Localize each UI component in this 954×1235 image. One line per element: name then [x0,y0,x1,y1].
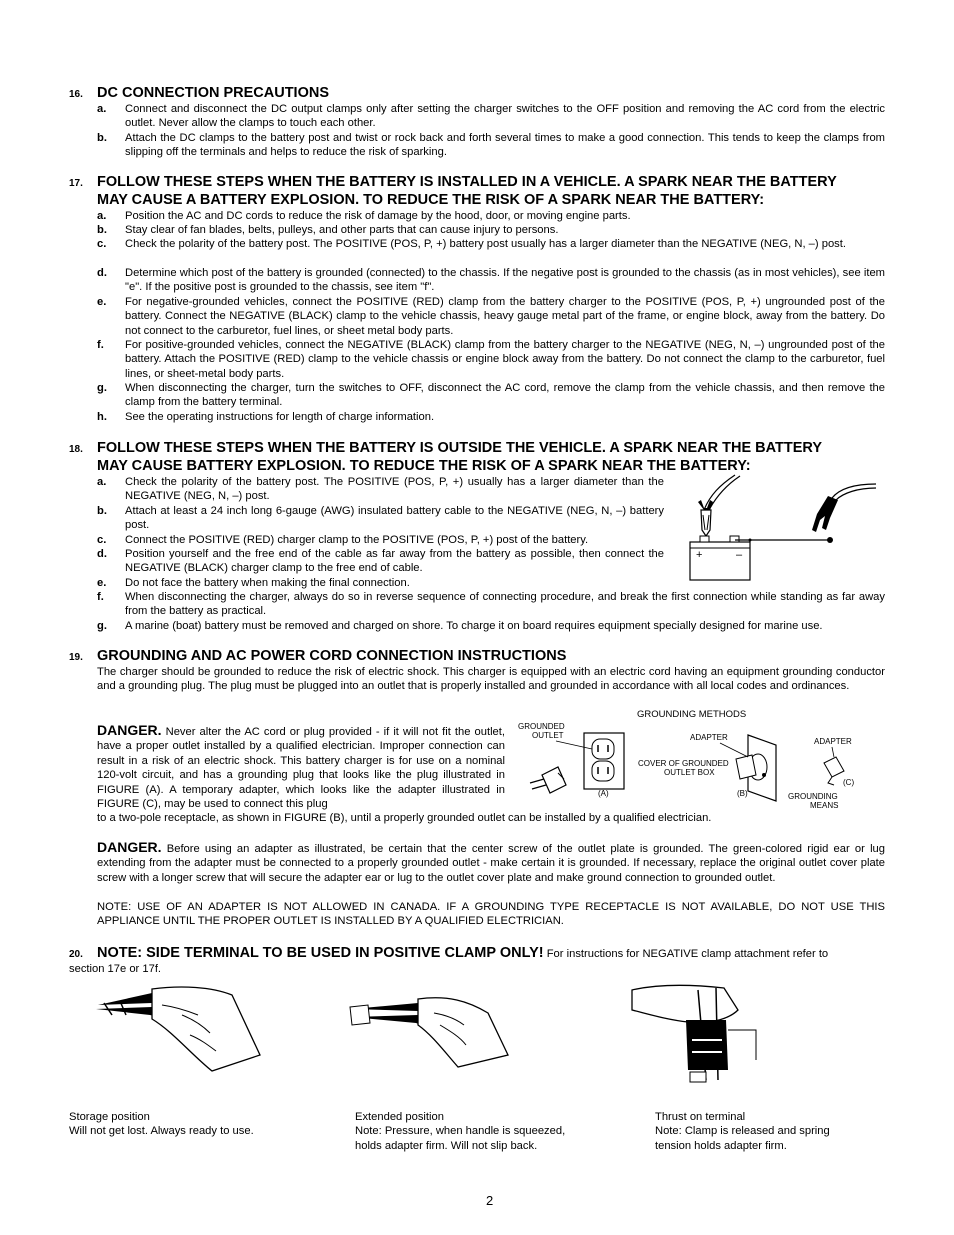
list-item [97,102,885,132]
means-label: MEANS [810,801,839,810]
list-item [97,237,885,267]
item-text: Check the polarity of the battery post. The POSITIVE (POS, P, +) usually has a larger diameter than the NEGATIVE (NEG, N, –) post. [125,476,664,503]
section-number: 19. [69,652,83,663]
caption-line: Note: Pressure, when handle is squeezed, [355,1125,566,1138]
item-text: Check the polarity of the battery post. The POSITIVE (POS, P, +) battery post usually has a larger diameter than the NEGATIVE (NEG, N, –) post. [125,238,846,250]
section-number: 18. [69,444,83,455]
item-text: When disconnecting the charger, turn the switches to OFF, disconnect the AC cord, remove the clamp from the vehicle chassis, and then remove the clamp from the battery terminal. [125,382,885,409]
item-text: See the operating instructions for length of charge information. [125,411,435,423]
thrust-on-terminal-illustration [628,980,760,1085]
item-text: Connect and disconnect the DC output clamps only after setting the charger switches to the OFF position and removing the AC cord from the electric outlet. Never allow the clamps to touch each other. [125,103,885,130]
item-letter: c. [97,238,107,250]
list-item [97,295,885,339]
grounding-plug-icon [530,767,566,793]
grounding-methods-figure [512,705,872,815]
list-item [97,475,664,505]
list-item [97,547,664,577]
danger-label: DANGER. [97,839,162,855]
outlet-box-label: OUTLET BOX [664,768,715,777]
item-letter: f. [97,591,104,603]
cover-label: COVER OF GROUNDED [638,759,729,768]
list-item [97,381,885,411]
storage-position-illustration [92,985,272,1075]
danger-text: Before using an adapter as illustrated, be certain that the center screw of the outlet plate is grounded. The green-colored rigid ear or lug extending from the adapter must be connected to a properly grounded outlet - make certain it is grounded. If necessary, replace the original outlet cover plate screw with a longer screw that will secure the adapter ear or lug to the outlet cover plate and make ground connection to grounded outlet. [97,843,885,884]
item-letter: b. [97,505,107,517]
list-item [97,131,885,161]
item-letter: e. [97,577,107,589]
list-item [97,209,885,224]
section-20 [69,944,885,980]
grounded-outlet-icon [584,733,624,789]
item-letter: b. [97,132,107,144]
item-text: Determine which post of the battery is grounded (connected) to the chassis. If the negative post is grounded to the chassis (as in most vehicles), see item "e". If the positive post is grounded to the chassis, see item "f". [125,267,885,294]
caption-line: tension holds adapter firm. [655,1139,787,1152]
item-letter: a. [97,476,107,488]
item-letter: a. [97,210,107,222]
list-item [97,533,664,548]
adapter-icon [824,757,844,785]
section-number: 16. [69,89,83,100]
page-number: 2 [486,1193,494,1208]
item-text: Attach the DC clamps to the battery post and twist or rock back and forth several times to make a good connection. This tends to keep the clamps from slipping off the terminals and helps to reduce the risk of sparking. [125,132,885,159]
list-item [97,504,664,534]
caption-extended [355,1110,615,1153]
section-tail-2: section 17e or 17f. [69,963,162,975]
item-text: Do not face the battery when making the final connection. [125,577,410,589]
danger-label: DANGER. [97,722,162,738]
item-text: Position the AC and DC cords to reduce the risk of damage by the hood, door, or moving engine parts. [125,210,631,222]
caption-storage [69,1110,329,1139]
danger-text: Never alter the AC cord or plug provided - if it will not fit the outlet, have a proper outlet installed by a qualified electrician. Improper connection can result in a risk of an electric shock. This battery charger is for use on a nominal 120-volt circuit, and has a grounding plug that looks like the plug illustrated in FIGURE (A). A temporary adapter, which looks like the adapter illustrated in FIGURE (C), may be used to connect this plug [97,726,505,811]
outlet-label: OUTLET [532,731,564,740]
item-letter: g. [97,620,107,632]
figure-a-label: (A) [598,789,609,798]
grounding-label: GROUNDING [788,792,838,801]
list-item [97,266,885,296]
caption-line: Thrust on terminal [655,1111,746,1123]
item-letter: d. [97,267,107,279]
section-number: 17. [69,178,83,189]
list-item [97,410,885,425]
section-title-line2: MAY CAUSE BATTERY EXPLOSION. TO REDUCE THE RISK OF A SPARK NEAR THE BATTERY: [97,458,751,474]
figure-title: GROUNDING METHODS [637,709,747,720]
list-item [97,576,664,591]
item-letter: g. [97,382,107,394]
caption-line: Storage position [69,1111,150,1123]
adapter-label: ADAPTER [690,733,728,742]
item-letter: b. [97,224,107,236]
item-letter: h. [97,411,107,423]
list-item [97,590,885,620]
list-item [97,223,885,238]
negative-clamp-icon [812,496,838,532]
danger-paragraph-1 [97,723,505,811]
canada-note: NOTE: USE OF AN ADAPTER IS NOT ALLOWED IN CANADA. IF A GROUNDING TYPE RECEPTACLE IS NOT AVAILABLE, DO NOT USE THIS APPLIANCE UNTIL THE PROPER OUTLET IS INSTALLED BY A QUALIFIED ELECTRICIAN. [97,901,885,928]
item-text: Stay clear of fan blades, belts, pulleys, and other parts that can cause injury to persons. [125,224,559,236]
item-letter: f. [97,339,104,351]
caption-line: holds adapter firm. Will not slip back. [355,1139,538,1152]
list-item [97,338,885,382]
extended-position-illustration [348,995,518,1070]
item-letter: e. [97,296,107,308]
battery-outside-vehicle-figure [680,470,880,585]
item-letter: a. [97,103,107,115]
danger-paragraph-2 [97,840,885,885]
figure-c-label: (C) [843,778,855,787]
item-letter: d. [97,548,107,560]
caption-line: Note: Clamp is released and spring [655,1125,830,1138]
section-title: DC CONNECTION PRECAUTIONS [97,85,330,101]
item-text: A marine (boat) battery must be removed and charged on shore. To charge it on board requires equipment specially designed for marine use. [125,620,823,632]
item-text: Attach at least a 24 inch long 6-gauge (AWG) insulated battery cable to the NEGATIVE (NEG, N, –) battery post. [125,505,664,532]
battery-icon [690,536,750,580]
section-16 [69,84,885,164]
item-text: When disconnecting the charger, always do so in reverse sequence of connecting procedure, and break the first connection while standing as far away from the battery as practical. [125,591,885,618]
section-title-line1: FOLLOW THESE STEPS WHEN THE BATTERY IS OUTSIDE THE VEHICLE. A SPARK NEAR THE BATTERY [97,440,823,456]
item-text: For positive-grounded vehicles, connect the NEGATIVE (BLACK) clamp from the battery charger to the NEGATIVE (NEG, N, –) ungrounded post of the battery. Attach the POSITIVE (RED) clamp to the vehicle chassis or engine block away from the battery. Do not connect the clamp to the carburetor, fuel lines, or sheet-metal body parts. [125,339,885,380]
figure-b-label: (B) [737,789,748,798]
grounded-label: GROUNDED [518,722,565,731]
item-text: Position yourself and the free end of the cable as far away from the battery as possible, then connect the NEGATIVE (BLACK) charger clamp to the free end of cable. [125,548,664,575]
section-title-line2: MAY CAUSE A BATTERY EXPLOSION. TO REDUCE THE RISK OF A SPARK NEAR THE BATTERY: [97,192,765,208]
section-title: GROUNDING AND AC POWER CORD CONNECTION INSTRUCTIONS [97,648,567,664]
intro-paragraph: The charger should be grounded to reduce the risk of electric shock. This charger is equipped with an electric cord having an equipment grounding conductor and a grounding plug. The plug must be plugged into an outlet that is properly installed and grounded in accordance with all local codes and ordinances. [97,666,885,693]
positive-post-label: + [696,549,703,561]
danger-continuation: to a two-pole receptacle, as shown in FIGURE (B), until a properly grounded outlet can be installed by a qualified electrician. [97,812,712,824]
negative-post-label: – [736,549,743,561]
section-tail: For instructions for NEGATIVE clamp attachment refer to [543,948,829,960]
item-text: Connect the POSITIVE (RED) charger clamp to the POSITIVE (POS, P, +) post of the battery. [125,534,589,546]
adapter-c-label: ADAPTER [814,737,852,746]
caption-line: Will not get lost. Always ready to use. [69,1125,254,1138]
section-number: 20. [69,949,83,960]
item-text: For negative-grounded vehicles, connect the POSITIVE (RED) clamp from the battery charger to the POSITIVE (POS, P, +) ungrounded post of the battery. Connect the NEGATIVE (BLACK) clamp to the vehicle chassis, heavy gauge metal part of the frame, or engine block, away from the battery. Do not connect to the carburetor, fuel lines, or sheet metal body parts. [125,296,885,337]
caption-thrust [655,1110,885,1153]
item-letter: c. [97,534,107,546]
section-title-line1: FOLLOW THESE STEPS WHEN THE BATTERY IS INSTALLED IN A VEHICLE. A SPARK NEAR THE BATTERY [97,174,837,190]
section-17 [69,173,885,428]
list-item [97,619,885,634]
caption-line: Extended position [355,1111,444,1123]
section-title: NOTE: SIDE TERMINAL TO BE USED IN POSITIVE CLAMP ONLY! [97,945,544,961]
